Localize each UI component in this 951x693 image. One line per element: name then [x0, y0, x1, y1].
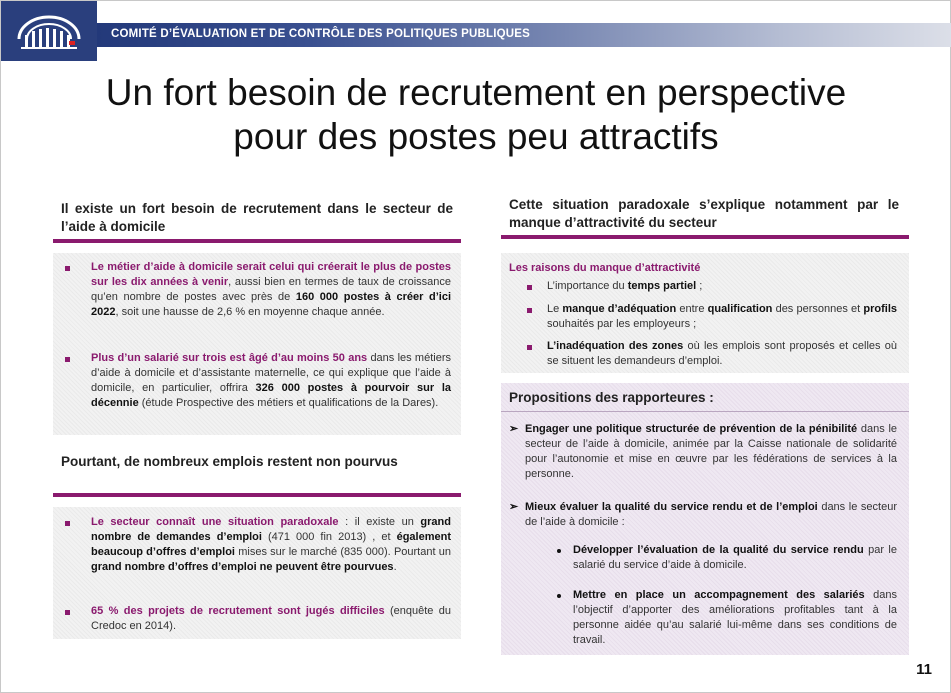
left-section2-rule [53, 493, 461, 497]
dot-bullet-icon [557, 549, 561, 553]
left-section1-heading: Il existe un fort besoin de recrutement dans le secteur de l’aide à domicile [61, 201, 453, 234]
right-subhead: Les raisons du manque d’attractivité [509, 262, 701, 274]
right-section1-rule [501, 235, 909, 239]
left-item-4: 65 % des projets de recrutement sont jugés difficiles (enquête du Credoc en 2014). [91, 605, 451, 632]
left-section2-heading: Pourtant, de nombreux emplois restent non pourvus [61, 454, 398, 469]
bullet-icon [65, 266, 70, 271]
bullet-icon [527, 285, 532, 290]
assemblee-logo [1, 1, 97, 61]
slide-title [31, 71, 921, 159]
proposal-2: Mieux évaluer la qualité du service rendu et de l’emploi dans le secteur de l’aide à domicile : [525, 501, 897, 528]
dot-bullet-icon [557, 594, 561, 598]
bullet-icon [527, 308, 532, 313]
page-number: 11 [916, 661, 932, 678]
left-item-2: Plus d’un salarié sur trois est âgé d’au moins 50 ans dans les métiers d’aide à domicile et d’assistante maternelle, ce qui explique que l’aide à domicile, en particulier, offrira 326 000 postes à pourvoir sur la décennie (étude Prospective des métiers et qualifications de la Dares). [91, 352, 451, 409]
right-reason-1: L’importance du temps partiel ; [547, 280, 703, 292]
hemicycle-icon [15, 11, 83, 51]
title-line-2: pour des postes peu attractifs [233, 116, 719, 157]
title-line-1: Un fort besoin de recrutement en perspective [105, 72, 847, 113]
proposal-2-sub-1: Développer l’évaluation de la qualité du service rendu par le salarié du service d’aide à domicile. [573, 544, 897, 571]
bullet-icon [65, 357, 70, 362]
committee-name: COMITÉ D’ÉVALUATION ET DE CONTRÔLE DES POLITIQUES PUBLIQUES [111, 28, 531, 40]
bullet-icon [65, 521, 70, 526]
proposal-1: Engager une politique structurée de prévention de la pénibilité dans le secteur de l’aide à domicile, animée par la Caisse nationale de solidarité pour l’autonomie et mise en œuvre par les fédérations de services à la personne. [525, 423, 898, 480]
left-section1-rule [53, 239, 461, 243]
proposal-2-sub-2: Mettre en place un accompagnement des salariés dans l’objectif d’apporter des améliorations profitables tant à la personne aidée qu’au salarié lui-même dans ses conditions de travail. [573, 589, 897, 646]
right-reason-2: Le manque d’adéquation entre qualification des personnes et profils souhaités par les employeurs ; [547, 303, 897, 330]
right-section1-heading: Cette situation paradoxale s’explique notamment par le manque d’attractivité du secteur [509, 197, 899, 230]
arrow-bullet-icon: ➢ [509, 423, 519, 435]
header-band [1, 1, 951, 61]
proposals-divider [501, 411, 909, 412]
arrow-bullet-icon: ➢ [509, 501, 519, 513]
bullet-icon [65, 610, 70, 615]
left-item-1: Le métier d’aide à domicile serait celui qui créerait le plus de postes sur les dix années à venir, aussi bien en termes de taux de croissance qu’en nombre de postes avec près de 160 000 postes à créer d’ici 2022, soit une hausse de 2,6 % en moyenne chaque année. [91, 261, 452, 318]
bullet-icon [527, 345, 532, 350]
right-reason-3: L’inadéquation des zones où les emplois sont proposés et celles où se situent les demandeurs d’emploi. [547, 340, 897, 367]
left-item-3: Le secteur connaît une situation paradoxale : il existe un grand nombre de demandes d’emploi (471 000 fin 2013) , et également beaucoup d’offres d’emploi mises sur le marché (835 000). Pourtant un grand nombre d’offres d’emploi ne peuvent être pourvues. [91, 516, 451, 573]
proposals-heading: Propositions des rapporteures : [509, 390, 714, 405]
